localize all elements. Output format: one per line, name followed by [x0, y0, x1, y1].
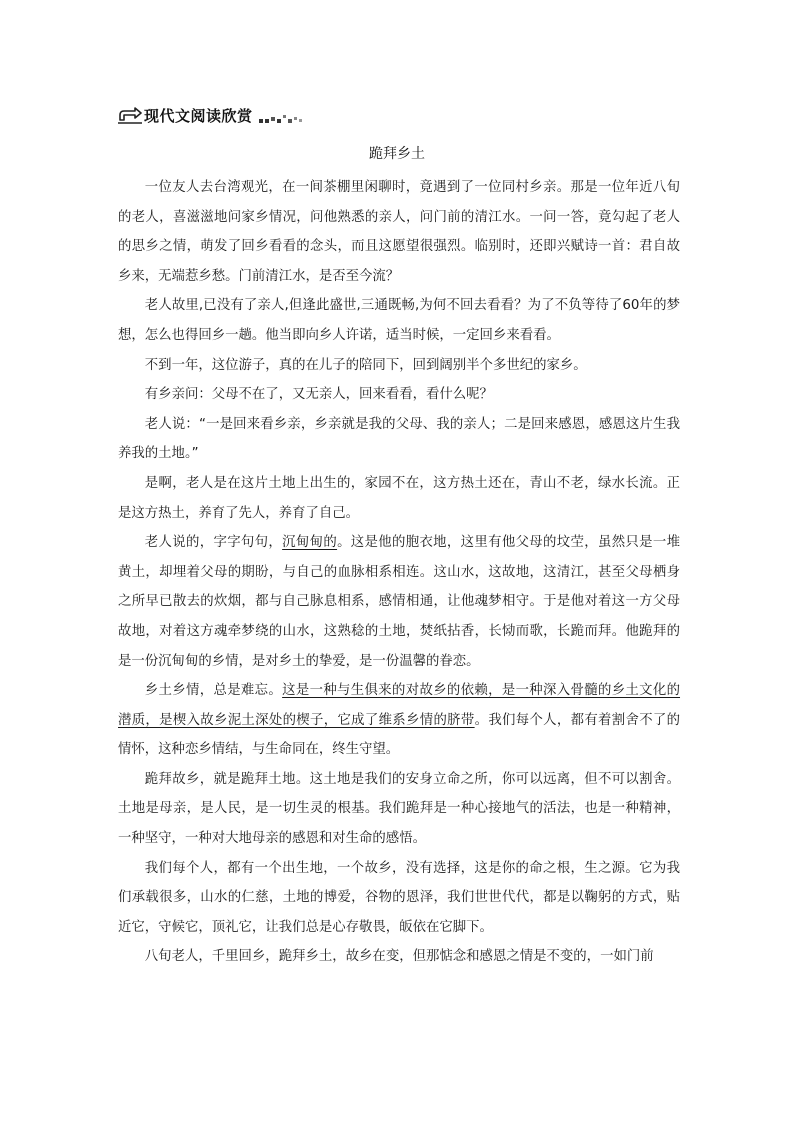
- paragraph-4: 有乡亲问：父母不在了，又无亲人，回来看看，看什么呢？: [144, 387, 493, 403]
- paragraph-10: 我们每个人，都有一个出生地，一个故乡，没有选择，这是你的命之根，生之源。它为我们承载很多，山水的仁慈，土地的博爱，谷物的恩泽，我们世世代代，都是以鞠躬的方式，贴近它，守候它，顶礼它，让我们总是心存敬畏，皈依在它脚下。: [118, 860, 680, 935]
- paragraph-7-before: 老人说的，字字句句，: [144, 535, 283, 551]
- underlined-sentence: 这是一种与生俱来的对故乡的依赖，是一种深入骨髓的乡土文化的潜质，是楔入故乡泥土深处的楔子，它成了维系乡情的脐带: [118, 683, 681, 728]
- section-title: 现代文阅读欣赏: [144, 106, 253, 125]
- paragraph-1: 一位友人去台湾观光，在一间茶棚里闲聊时，竟遇到了一位同村乡亲。那是一位年近八旬的老人，喜滋滋地问家乡情况，问他熟悉的亲人，问门前的清江水。一问一答，竟勾起了老人的思乡之情，萌发了回乡看看的念头，而且这愿望很强烈。临别时，还即兴赋诗一首：君自故乡来，无端惹乡愁。门前清江水，是否至今流？: [118, 180, 680, 284]
- article-title: 跪拜乡土: [369, 146, 425, 162]
- paragraph-5: 老人说：“一是回来看乡亲，乡亲就是我的父母、我的亲人；二是回来感恩，感恩这片生我养我的土地。”: [118, 416, 680, 462]
- section-header: [118, 104, 305, 126]
- paragraph-11: 八旬老人，千里回乡，跪拜乡土，故乡在变，但那惦念和感恩之情是不变的，一如门前: [144, 949, 654, 965]
- arrow-icon: [118, 104, 142, 126]
- paragraph-6: 是啊，老人是在这片土地上出生的，家园不在，这方热土还在，青山不老，绿水长流。正是这方热土，养育了先人，养育了自己。: [118, 475, 680, 521]
- article-body: [118, 173, 680, 972]
- paragraph-2: 老人故里,已没有了亲人,但逢此盛世,三通既畅,为何不回去看看？为了不负等待了60年的梦想，怎么也得回乡一趟。他当即向乡人许诺，适当时候，一定回乡来看看。: [118, 298, 680, 343]
- paragraph-8-before: 乡土乡情，总是难忘。: [144, 683, 283, 699]
- paragraph-7: [118, 528, 680, 676]
- paragraph-8-after: 。我们每个人，都有着割舍不了的情怀，这种恋乡情结，与生命同在，终生守望。: [118, 712, 681, 758]
- paragraph-7-after: 。这是他的胞衣地，这里有他父母的坟茔，虽然只是一堆黄土，却埋着父母的期盼，与自己的血脉相系相连。这山水，这故地，这清江，甚至父母栖身之所早已散去的炊烟，都与自己脉息相系，感情相通，让他魂梦相守。于是他对着这一方父母故地，对着这方魂牵梦绕的山水，这熟稔的土地，焚纸拈香，长恸而歌，长跪而拜。他跪拜的是一份沉甸甸的乡情，是对乡土的挚爱，是一份温馨的眷恋。: [118, 535, 681, 669]
- dotted-decoration-icon: [259, 112, 305, 124]
- paragraph-9: 跪拜故乡，就是跪拜土地。这土地是我们的安身立命之所，你可以远离，但不可以割舍。土地是母亲，是人民，是一切生灵的根基。我们跪拜是一种心接地气的活法，也是一种精神，一种坚守，一种对大地母亲的感恩和对生命的感悟。: [118, 771, 680, 847]
- paragraph-3: 不到一年，这位游子，真的在儿子的陪同下，回到阔别半个多世纪的家乡。: [144, 357, 587, 373]
- underlined-phrase: 沉甸甸的: [282, 535, 338, 551]
- paragraph-8: [118, 676, 680, 765]
